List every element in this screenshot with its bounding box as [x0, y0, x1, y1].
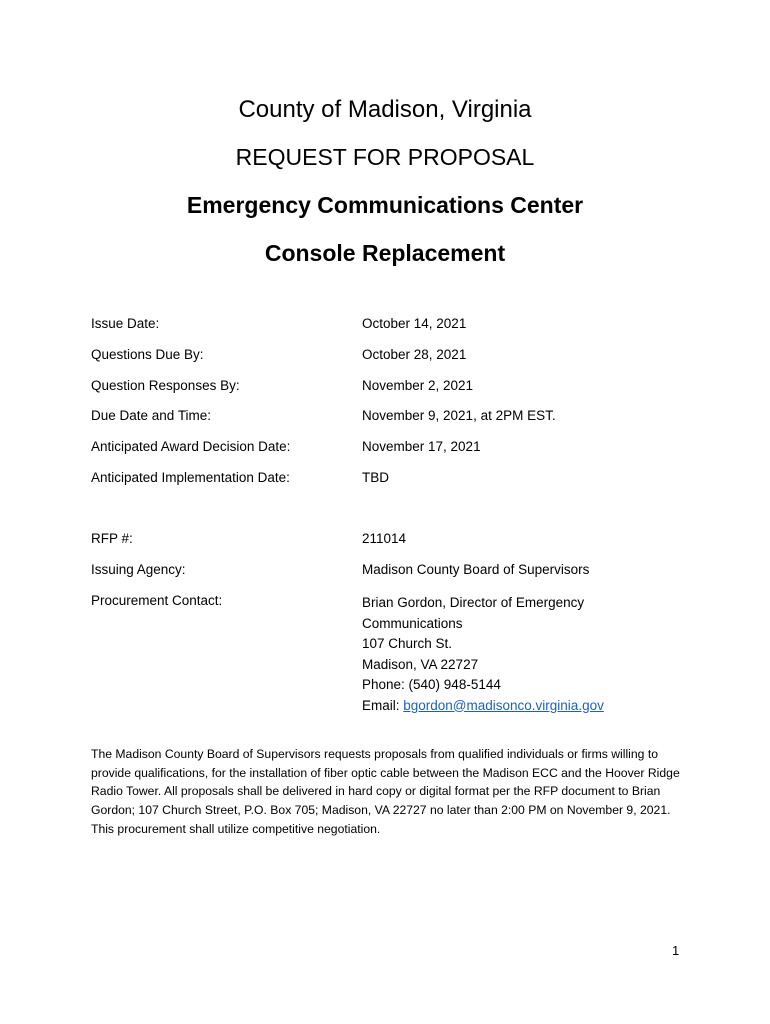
schedule-label: Question Responses By:: [91, 378, 240, 393]
document-type-title: REQUEST FOR PROPOSAL: [235, 144, 535, 170]
contact-name-line: Brian Gordon, Director of Emergency: [362, 595, 585, 610]
schedule-value: TBD: [362, 470, 389, 485]
detail-value: Madison County Board of Supervisors: [362, 562, 590, 577]
detail-label: Procurement Contact:: [91, 593, 223, 608]
contact-phone: Phone: (540) 948-5144: [362, 677, 501, 692]
contact-email-line: [362, 696, 604, 717]
detail-label: Issuing Agency:: [91, 562, 186, 577]
schedule-label: Anticipated Implementation Date:: [91, 470, 290, 485]
schedule-label: Anticipated Award Decision Date:: [91, 439, 291, 454]
email-label: Email:: [362, 697, 404, 713]
contact-street: 107 Church St.: [362, 636, 453, 651]
schedule-label: Questions Due By:: [91, 347, 204, 362]
schedule-value: November 2, 2021: [362, 378, 474, 393]
schedule-label: Due Date and Time:: [91, 408, 212, 423]
email-link[interactable]: bgordon@madisonco.virginia.gov: [403, 697, 604, 713]
schedule-value: November 9, 2021, at 2PM EST.: [362, 408, 556, 423]
schedule-value: October 14, 2021: [362, 316, 467, 331]
page-number: 1: [672, 943, 680, 958]
contact-city: Madison, VA 22727: [362, 656, 479, 672]
schedule-label: Issue Date:: [91, 316, 160, 331]
schedule-value: October 28, 2021: [362, 347, 467, 362]
contact-title-line: Communications: [362, 615, 463, 631]
detail-value: 211014: [362, 531, 407, 546]
schedule-value: November 17, 2021: [362, 439, 481, 454]
project-title-line2: Console Replacement: [264, 240, 506, 266]
county-title: County of Madison, Virginia: [238, 96, 532, 123]
rfp-description-paragraph: The Madison County Board of Supervisors requests proposals from qualified individuals or firms willing to provide qualifications, for the installation of fiber optic cable between the Madison ECC and the Hoover Ridge Radio Tower. All proposals shall be delivered in hard copy or digital format per the RFP document to Brian Gordon; 107 Church Street, P.O. Box 705; Madison, VA 22727 no later than 2:00 PM on November 9, 2021. This procurement shall utilize competitive negotiation.: [91, 747, 680, 836]
procurement-contact-block: [362, 593, 604, 716]
detail-label: RFP #:: [91, 531, 133, 546]
project-title-line1: Emergency Communications Center: [186, 192, 584, 218]
